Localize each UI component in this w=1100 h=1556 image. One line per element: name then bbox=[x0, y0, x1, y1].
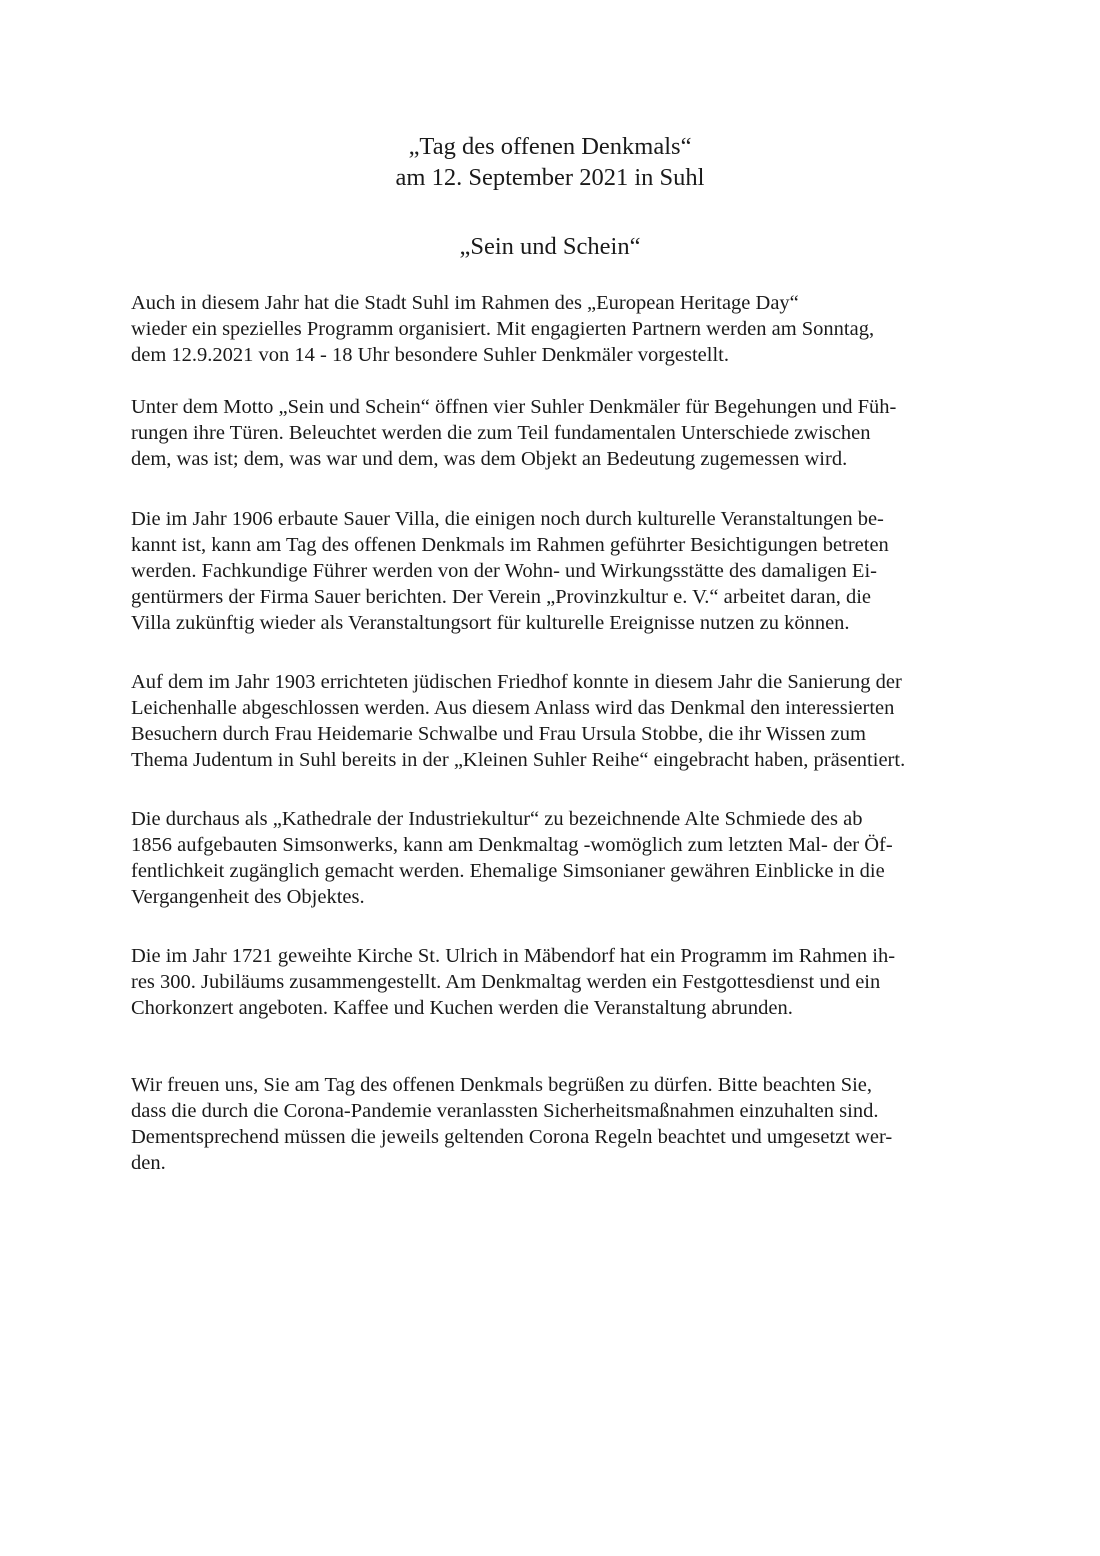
text-line: Die im Jahr 1721 geweihte Kirche St. Ulrich in Mäbendorf hat ein Programm im Rahmen ih- bbox=[131, 945, 896, 967]
text-line: dass die durch die Corona-Pandemie veranlassten Sicherheitsmaßnahmen einzuhalten sind. bbox=[131, 1100, 879, 1122]
text-line: rungen ihre Türen. Beleuchtet werden die zum Teil fundamentalen Unterschiede zwischen bbox=[131, 422, 871, 444]
text-line: Besuchern durch Frau Heidemarie Schwalbe und Frau Ursula Stobbe, die ihr Wissen zum bbox=[131, 723, 866, 745]
text-line: Villa zukünftig wieder als Veranstaltungsort für kulturelle Ereignisse nutzen zu können. bbox=[131, 612, 850, 634]
text-line: Dementsprechend müssen die jeweils geltenden Corona Regeln beachtet und umgesetzt wer- bbox=[131, 1126, 893, 1148]
text-line: Die durchaus als „Kathedrale der Industriekultur“ zu bezeichnende Alte Schmiede des ab bbox=[131, 808, 863, 830]
text-line: werden. Fachkundige Führer werden von der Wohn- und Wirkungsstätte des damaligen Ei- bbox=[131, 560, 877, 582]
text-line: Leichenhalle abgeschlossen werden. Aus diesem Anlass wird das Denkmal den interessierten bbox=[131, 697, 895, 719]
text-line: gentürmers der Firma Sauer berichten. Der Verein „Provinzkultur e. V.“ arbeitet daran, die bbox=[131, 586, 872, 608]
title-line-1: „Tag des offenen Denkmals“ bbox=[408, 133, 692, 160]
text-line: Vergangenheit des Objektes. bbox=[131, 886, 365, 908]
text-line: Chorkonzert angeboten. Kaffee und Kuchen werden die Veranstaltung abrunden. bbox=[131, 997, 793, 1019]
document-title bbox=[0, 131, 1100, 193]
text-line: Auch in diesem Jahr hat die Stadt Suhl im Rahmen des „European Heritage Day“ bbox=[131, 292, 799, 314]
text-line: Unter dem Motto „Sein und Schein“ öffnen vier Suhler Denkmäler für Begehungen und Füh- bbox=[131, 396, 897, 418]
text-line: Wir freuen uns, Sie am Tag des offenen Denkmals begrüßen zu dürfen. Bitte beachten Sie, bbox=[131, 1074, 873, 1096]
text-line: dem 12.9.2021 von 14 - 18 Uhr besondere Suhler Denkmäler vorgestellt. bbox=[131, 344, 729, 366]
text-line: wieder ein spezielles Programm organisiert. Mit engagierten Partnern werden am Sonntag, bbox=[131, 318, 875, 340]
text-line: 1856 aufgebauten Simsonwerks, kann am Denkmaltag -womöglich zum letzten Mal- der Öf- bbox=[131, 834, 893, 856]
text-line: kannt ist, kann am Tag des offenen Denkmals im Rahmen geführter Besichtigungen betreten bbox=[131, 534, 889, 556]
motto-heading: „Sein und Schein“ bbox=[459, 233, 641, 260]
title-line-2: am 12. September 2021 in Suhl bbox=[395, 164, 705, 191]
text-line: Die im Jahr 1906 erbaute Sauer Villa, die einigen noch durch kulturelle Veranstaltungen be- bbox=[131, 508, 884, 530]
text-line: dem, was ist; dem, was war und dem, was dem Objekt an Bedeutung zugemessen wird. bbox=[131, 448, 848, 470]
text-line: den. bbox=[131, 1152, 166, 1174]
text-line: fentlichkeit zugänglich gemacht werden. Ehemalige Simsonianer gewähren Einblicke in die bbox=[131, 860, 885, 882]
text-line: Auf dem im Jahr 1903 errichteten jüdischen Friedhof konnte in diesem Jahr die Sanierung der bbox=[131, 671, 902, 693]
text-line: res 300. Jubiläums zusammengestellt. Am Denkmaltag werden ein Festgottesdienst und ein bbox=[131, 971, 881, 993]
text-line: Thema Judentum in Suhl bereits in der „Kleinen Suhler Reihe“ eingebracht haben, präsentiert. bbox=[131, 749, 906, 771]
